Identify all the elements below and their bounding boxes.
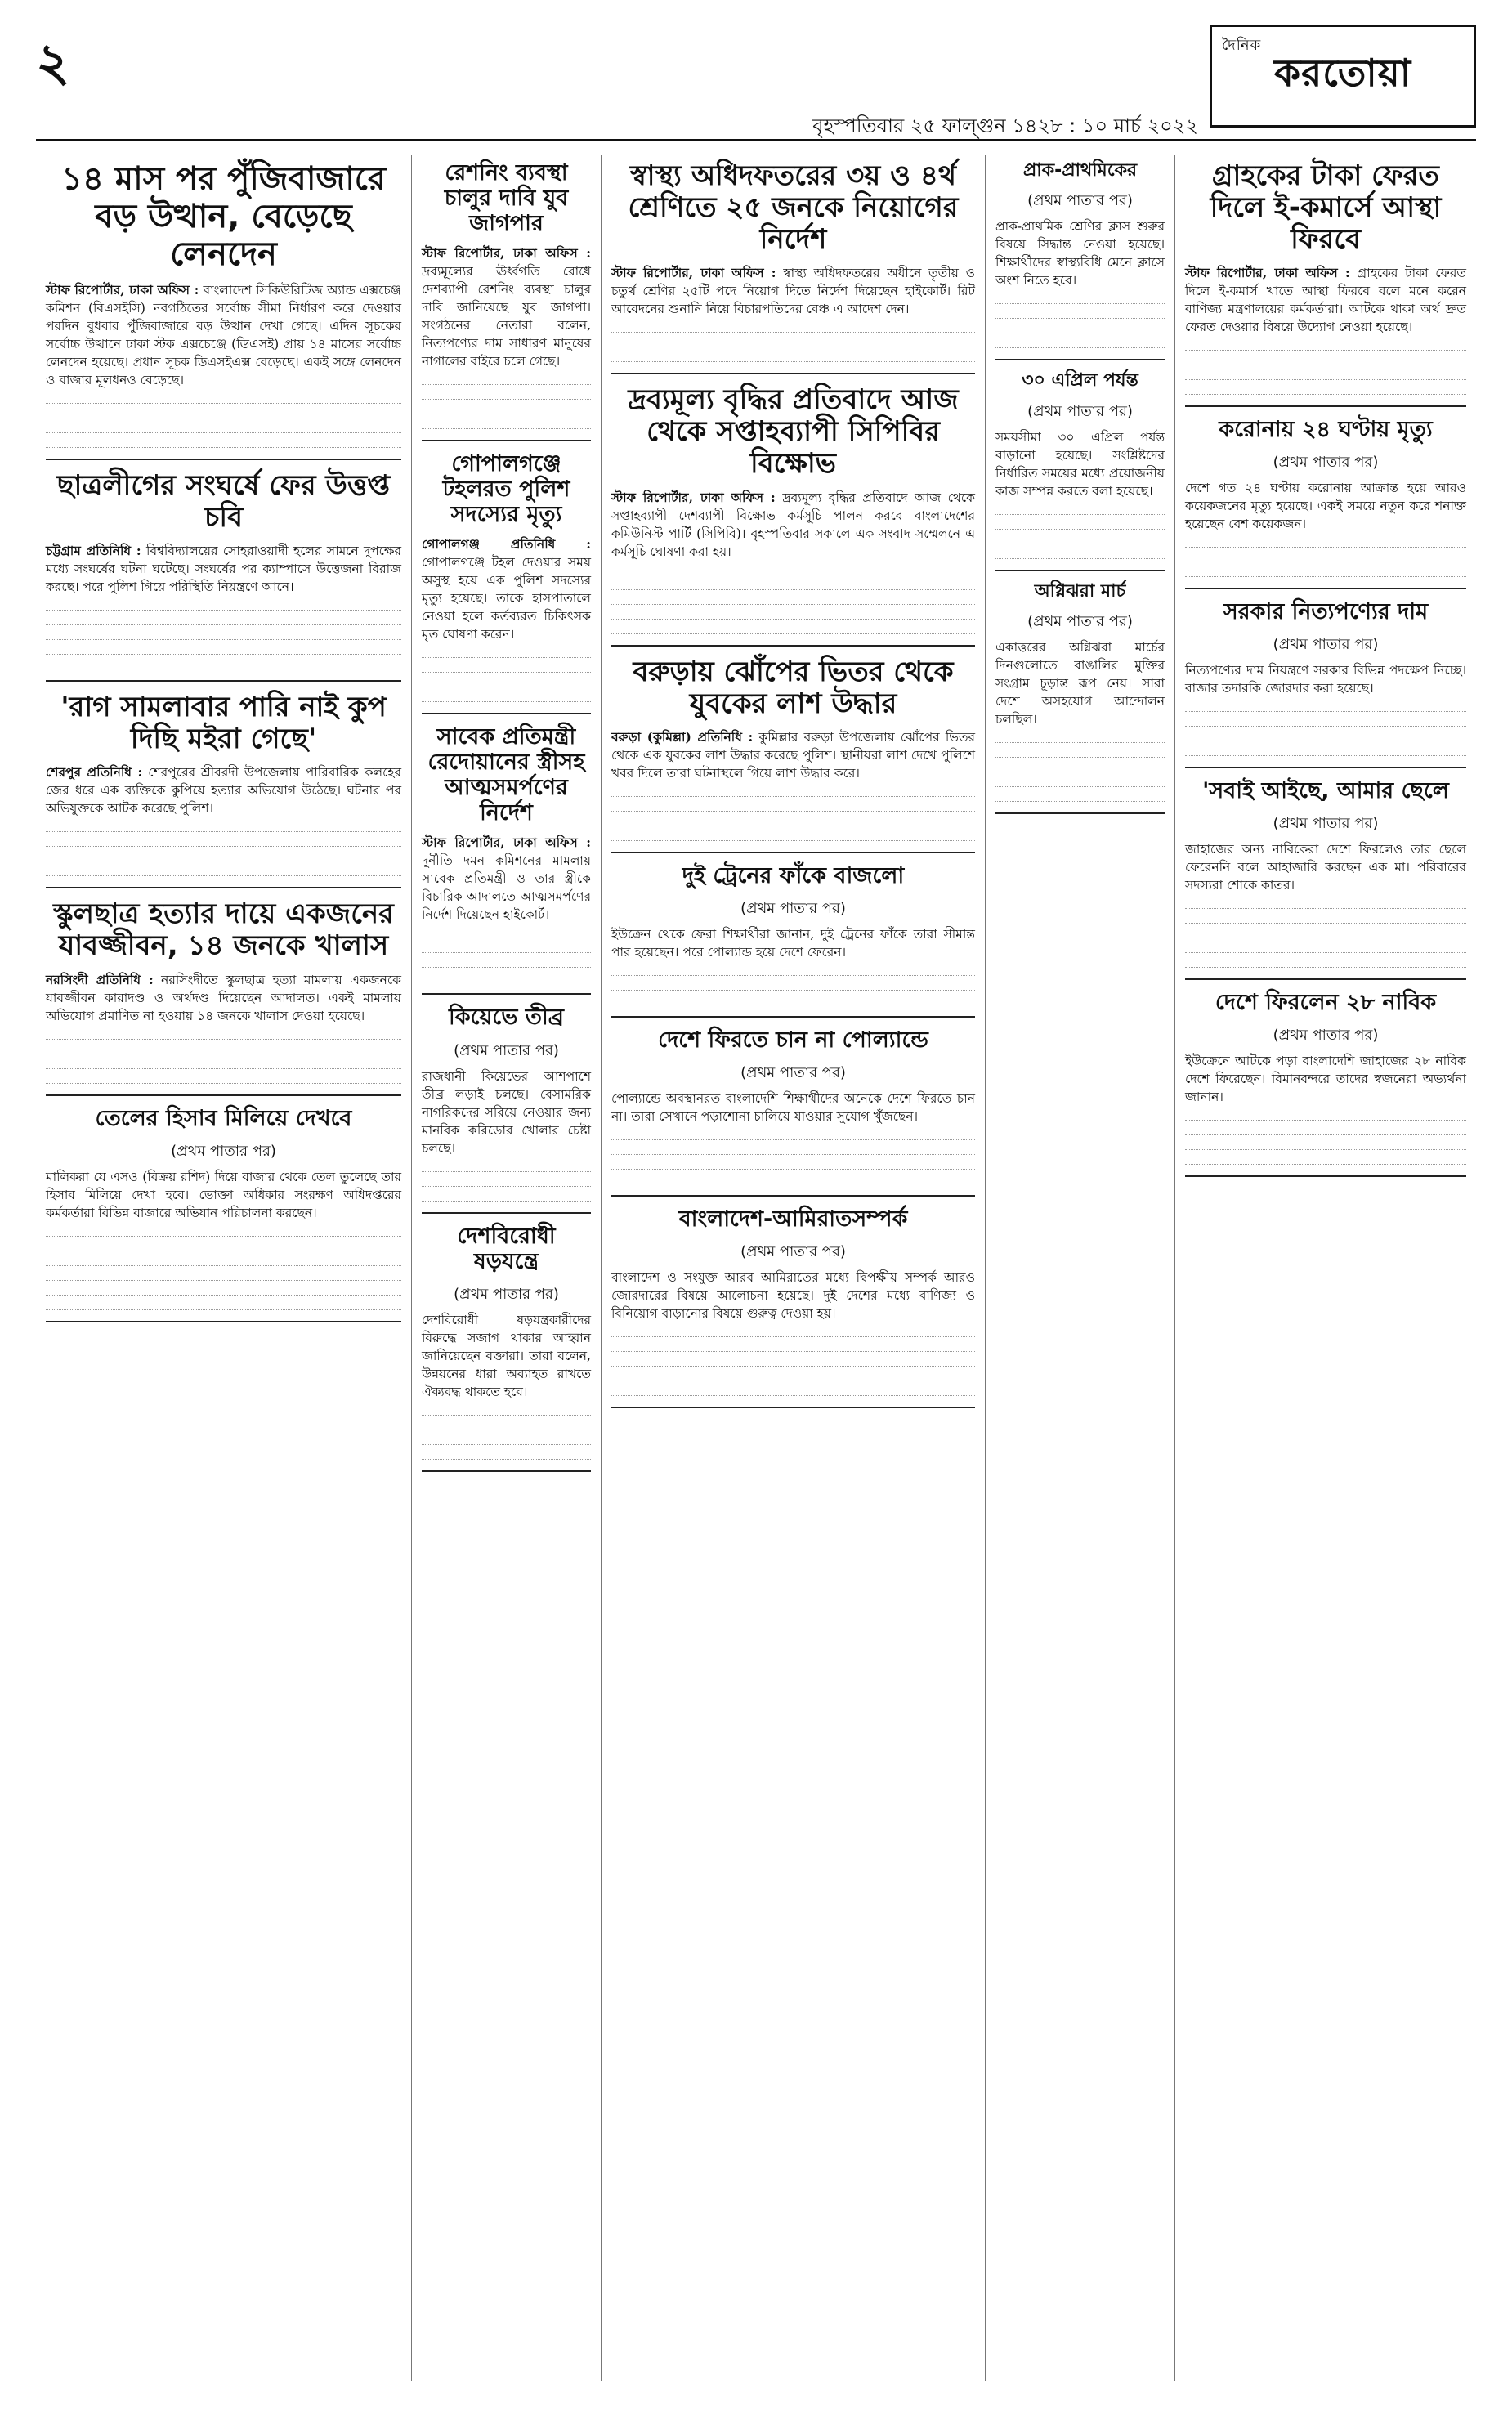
article-text: দুর্নীতি দমন কমিশনের মামলায় সাবেক প্রতিমন্ত্রী ও তার স্ত্রীকে বিচারিক আদালতে আত্মসমর্পণের নির্দেশ দিয়েছেন হাইকোর্ট। bbox=[422, 853, 591, 923]
article-text: স্বাস্থ্য অধিদফতরের অধীনে তৃতীয় ও চতুর্থ শ্রেণির ২৫টি পদে নিয়োগ দিতে নির্দেশ দিয়েছেন হাইকোর্ট। রিট আবেদনের শুনানি নিয়ে বিচারপতিদের বেঞ্চ এ আদেশ দেন। bbox=[611, 266, 976, 317]
continued-from: (প্রথম পাতার পর) bbox=[1273, 636, 1379, 654]
byline: বরুড়া (কুমিল্লা) প্রতিনিধি : bbox=[611, 728, 754, 745]
byline: স্টাফ রিপোর্টার, ঢাকা অফিস : bbox=[611, 265, 776, 281]
continued-from: (প্রথম পাতার পর) bbox=[454, 1285, 559, 1303]
article-former-minister bbox=[422, 724, 591, 995]
headline: স্কুলছাত্র হত্যার দায়ে একজনের যাবজ্জীবন, ১৪ জনকে খালাস bbox=[53, 897, 394, 963]
article-kiyev bbox=[422, 1005, 591, 1213]
article-body bbox=[1185, 264, 1466, 336]
continued-from: (প্রথম পাতার পর) bbox=[1273, 454, 1379, 472]
article-rationing bbox=[422, 160, 591, 441]
article-text: গ্রাহকের টাকা ফেরত দিলে ই-কমার্স খাতে আস্থা ফিরবে বলে মনে করেন বাণিজ্য মন্ত্রণালয়ের কর্মকর্তারা। আটকে থাকা অর্থ দ্রুত ফেরত দেওয়ার বিষয়ে উদ্যোগ নেওয়া হয়েছে। bbox=[1185, 266, 1466, 335]
headline: দেশে ফিরতে চান না পোল্যান্ডে bbox=[658, 1027, 928, 1053]
article-chhatra-league bbox=[46, 470, 401, 682]
article-text: গোপালগঞ্জে টহল দেওয়ার সময় অসুস্থ হয়ে এক পুলিশ সদস্যের মৃত্যু হয়েছে। তাকে হাসপাতালে নেওয়া হলে কর্তব্যরত চিকিৎসক মৃত ঘোষণা করেন। bbox=[422, 555, 591, 642]
page-number: ২ bbox=[36, 33, 70, 93]
headline: বাংলাদেশ-আমিরাতসম্পর্ক bbox=[678, 1206, 908, 1232]
article-text: কুমিল্লার বরুড়া উপজেলায় ঝোঁপের ভিতর থেকে এক যুবকের লাশ উদ্ধার করেছে পুলিশ। স্থানীয়রা লাশ দেখে পুলিশে খবর দিলে তারা ঘটনাস্থলে গিয়ে লাশ উদ্ধার করে। bbox=[611, 729, 975, 781]
continued-from: (প্রথম পাতার পর) bbox=[1027, 192, 1133, 210]
article-text: ইউক্রেন থেকে ফেরা শিক্ষার্থীরা জানান, দুই ট্রেনের ফাঁকে তারা সীমান্ত পার হয়েছেন। পরে পোল্যান্ড হয়ে দেশে ফেরেন। bbox=[611, 926, 975, 960]
article-text: বাংলাদেশ সিকিউরিটিজ অ্যান্ড এক্সচেঞ্জ কমিশন (বিএসইসি) নবগঠিতের সর্বোচ্চ সীমা নির্ধারণ করে দেওয়ার পরদিন বুধবার পুঁজিবাজারে বড় উত্থান দেখা গেছে। এদিন সূচকের সর্বোচ্চ উত্থানে ঢাকা স্টক এক্সচেঞ্জে (ডিএসই) প্রায় ১৪ মাসের সর্বোচ্চ লেনদেন হয়েছে। প্রধান সূচক ডিএসইএক্স বেড়েছে। একই সঙ্গে লেনদেন ও বাজার মূলধনও বেড়েছে। bbox=[46, 283, 401, 387]
article-body bbox=[422, 535, 591, 643]
headline: গোপালগঞ্জে টহলরত পুলিশ সদস্যের মৃত্যু bbox=[442, 451, 570, 528]
headline: সাবেক প্রতিমন্ত্রী রেদোয়ানের স্ত্রীসহ আত্মসমর্পণের নির্দেশ bbox=[427, 724, 585, 826]
article-body bbox=[422, 244, 591, 370]
continued-from: (প্রথম পাতার পর) bbox=[740, 899, 846, 917]
byline: স্টাফ রিপোর্টার, ঢাকা অফিস : bbox=[611, 489, 776, 505]
article-text: ইউক্রেনে আটকে পড়া বাংলাদেশি জাহাজের ২৮ নাবিক দেশে ফিরেছেন। বিমানবন্দরে তাদের স্বজনেরা অভ্যর্থনা জানান। bbox=[1185, 1054, 1466, 1105]
column-4 bbox=[986, 155, 1175, 2381]
article-two-trains bbox=[611, 863, 975, 1018]
dateline: বৃহস্পতিবার ২৫ ফাল্গুন ১৪২৮ : ১০ মার্চ ২০২২ bbox=[812, 114, 1198, 137]
article-rag-samlabar bbox=[46, 691, 401, 888]
byline: নরসিংদী প্রতিনিধি : bbox=[46, 971, 154, 987]
byline: গোপালগঞ্জ প্রতিনিধি : bbox=[422, 536, 591, 553]
article-poland bbox=[611, 1027, 975, 1197]
continued-from: (প্রথম পাতার পর) bbox=[1273, 1027, 1379, 1045]
continued-from: (প্রথম পাতার পর) bbox=[740, 1063, 846, 1081]
headline: দুই ট্রেনের ফাঁকে বাজলো bbox=[682, 862, 905, 888]
continued-from: (প্রথম পাতার পর) bbox=[1027, 402, 1133, 420]
headline: দেশে ফিরলেন ২৮ নাবিক bbox=[1215, 990, 1437, 1016]
byline: স্টাফ রিপোর্টার, ঢাকা অফিস : bbox=[422, 245, 591, 262]
column-1 bbox=[36, 155, 412, 2381]
article-text: মালিকরা যে এসও (বিক্রয় রশিদ) দিয়ে বাজার থেকে তেল তুলেছে তার হিসাব মিলিয়ে দেখা হবে। ভোক্তা অধিকার সংরক্ষণ অধিদপ্তরের কর্মকর্তারা বিভিন্ন বাজারে অভিযান পরিচালনা করছেন। bbox=[46, 1169, 401, 1220]
headline: 'রাগ সামলাবার পারি নাই কুপ দিছি মইরা গেছে' bbox=[60, 691, 387, 756]
continued-from: (প্রথম পাতার পর) bbox=[454, 1041, 559, 1059]
article-conspiracy bbox=[422, 1224, 591, 1472]
article-text: জাহাজের অন্য নাবিকেরা দেশে ফিরলেও তার ছেলে ফেরেননি বলে আহাজারি করছেন এক মা। পরিবারের সদস্যরা শোকে কাতর। bbox=[1185, 842, 1466, 893]
headline: বরুড়ায় ঝোঁপের ভিতর থেকে যুবকের লাশ উদ্ধার bbox=[633, 655, 954, 720]
article-text: একাত্তরের অগ্নিঝরা মার্চের দিনগুলোতে বাঙালির মুক্তির সংগ্রাম চূড়ান্ত রূপ নেয়। সারা দেশে অসহযোগ আন্দোলন চলছিল। bbox=[995, 639, 1165, 727]
article-oil-account bbox=[46, 1106, 401, 1322]
headline: সরকার নিত্যপণ্যের দাম bbox=[1223, 599, 1429, 625]
article-text: শেরপুরের শ্রীবরদী উপজেলায় পারিবারিক কলহের জের ধরে এক ব্যক্তিকে কুপিয়ে হত্যার অভিযোগ উঠেছে। ঘটনার পর অভিযুক্তকে আটক করেছে পুলিশ। bbox=[46, 765, 401, 817]
article-govt-price bbox=[1185, 599, 1466, 768]
article-ecommerce bbox=[1185, 160, 1466, 407]
article-barura bbox=[611, 656, 975, 853]
article-school-student bbox=[46, 898, 401, 1095]
article-text: দ্রব্যমূল্য বৃদ্ধির প্রতিবাদে আজ থেকে সপ্তাহব্যাপী দেশব্যাপী বিক্ষোভ কর্মসূচি পালন করবে বাংলাদেশের কমিউনিস্ট পার্টি (সিপিবি)। বৃহস্পতিবার সকালে এক সংবাদ সম্মেলনে এ কর্মসূচি ঘোষণা করা হয়। bbox=[611, 490, 975, 559]
continued-from: (প্রথম পাতার পর) bbox=[1273, 815, 1379, 833]
logo-small: দৈনিক bbox=[1222, 37, 1262, 54]
byline: স্টাফ রিপোর্টার, ঢাকা অফিস : bbox=[1185, 265, 1350, 281]
article-text: প্রাক-প্রাথমিক শ্রেণির ক্লাস শুরুর বিষয়ে সিদ্ধান্ত নেওয়া হয়েছে। শিক্ষার্থীদের স্বাস্থ্যবিধি মেনে ক্লাসে অংশ নিতে হবে। bbox=[995, 219, 1165, 289]
article-text: রাজধানী কিয়েভের আশপাশে তীব্র লড়াই চলছে। বেসামরিক নাগরিকদের সরিয়ে নেওয়ার জন্য মানবিক করিডোর খোলার চেষ্টা চলছে। bbox=[422, 1068, 591, 1156]
article-capital-market bbox=[46, 160, 401, 460]
article-sailors bbox=[1185, 990, 1466, 1177]
article-pre-primary bbox=[995, 160, 1165, 360]
article-corona bbox=[1185, 417, 1466, 589]
article-body bbox=[611, 264, 975, 318]
logo-text: করতোয়া bbox=[1273, 51, 1412, 95]
column-2 bbox=[412, 155, 602, 2381]
article-body bbox=[46, 763, 401, 817]
headline: তেলের হিসাব মিলিয়ে দেখবে bbox=[95, 1105, 352, 1131]
article-body bbox=[46, 281, 401, 389]
article-text: বিশ্ববিদ্যালয়ের সোহরাওয়ার্দী হলের সামনে দুপক্ষের মধ্যে সংঘর্ষের ঘটনা ঘটেছে। সংঘর্ষের পর ক্যাম্পাসে উত্তেজনা বিরাজ করছে। পরে পুলিশ গিয়ে পরিস্থিতি নিয়ন্ত্রণে আনে। bbox=[46, 544, 401, 595]
headline: প্রাক-প্রাথমিকের bbox=[1022, 160, 1138, 181]
article-text: দ্রব্যমূল্যের ঊর্ধ্বগতি রোধে দেশব্যাপী রেশনিং ব্যবস্থা চালুর দাবি জানিয়েছে যুব জাগপা। সংগঠনের নেতারা বলেন, নিত্যপণ্যের দাম সাধারণ মানুষের নাগালের বাইরে চলে গেছে। bbox=[422, 264, 591, 369]
article-my-son bbox=[1185, 778, 1466, 980]
article-body bbox=[46, 971, 401, 1025]
article-text: সময়সীমা ৩০ এপ্রিল পর্যন্ত বাড়ানো হয়েছে। সংশ্লিষ্টদের নির্ধারিত সময়ের মধ্যে প্রয়োজনীয় কাজ সম্পন্ন করতে বলা হয়েছে। bbox=[995, 429, 1165, 499]
article-text: নিত্যপণ্যের দাম নিয়ন্ত্রণে সরকার বিভিন্ন পদক্ষেপ নিচ্ছে। বাজার তদারকি জোরদার করা হয়েছে। bbox=[1185, 663, 1466, 696]
byline: চট্টগ্রাম প্রতিনিধি : bbox=[46, 543, 141, 559]
headline: স্বাস্থ্য অধিদফতরের ৩য় ও ৪র্থ শ্রেণিতে ২৫ জনকে নিয়োগের নির্দেশ bbox=[628, 159, 959, 257]
article-health-directorate bbox=[611, 160, 975, 374]
article-body bbox=[611, 728, 975, 782]
headline: দেশবিরোধী ষড়যন্ত্রে bbox=[457, 1223, 556, 1274]
article-body bbox=[422, 834, 591, 924]
masthead bbox=[36, 16, 1476, 141]
article-text: পোল্যান্ডে অবস্থানরত বাংলাদেশি শিক্ষার্থীদের অনেকে দেশে ফিরতে চান না। তারা সেখানে পড়াশোনা চালিয়ে যাওয়ার সুযোগ খুঁজছেন। bbox=[611, 1090, 975, 1124]
headline: ১৪ মাস পর পুঁজিবাজারে বড় উত্থান, বেড়েছে লেনদেন bbox=[61, 160, 386, 273]
byline: স্টাফ রিপোর্টার, ঢাকা অফিস : bbox=[46, 282, 199, 298]
headline: ৩০ এপ্রিল পর্যন্ত bbox=[1022, 370, 1138, 392]
headline: 'সবাই আইছে, আমার ছেলে bbox=[1202, 778, 1449, 804]
article-text: দেশে গত ২৪ ঘণ্টায় করোনায় আক্রান্ত হয়ে আরও কয়েকজনের মৃত্যু হয়েছে। একই সময়ে নতুন করে শনাক্ত হয়েছেন বেশ কয়েকজন। bbox=[1185, 481, 1466, 532]
article-bangladesh-uae bbox=[611, 1206, 975, 1408]
continued-from: (প্রথম পাতার পর) bbox=[1027, 612, 1133, 630]
article-text: নরসিংদীতে স্কুলছাত্র হত্যা মামলায় একজনকে যাবজ্জীবন কারাদণ্ড ও অর্থদণ্ড দিয়েছেন আদালত। একই মামলায় অভিযোগ প্রমাণিত না হওয়ায় ১৪ জনকে খালাস দেওয়া হয়েছে। bbox=[46, 972, 401, 1023]
byline: শেরপুর প্রতিনিধি : bbox=[46, 764, 143, 781]
continued-from: (প্রথম পাতার পর) bbox=[740, 1242, 846, 1260]
byline: স্টাফ রিপোর্টার, ঢাকা অফিস : bbox=[422, 835, 591, 851]
article-body bbox=[46, 542, 401, 596]
headline: দ্রব্যমূল্য বৃদ্ধির প্রতিবাদে আজ থেকে সপ্তাহব্যাপী সিপিবির বিক্ষোভ bbox=[628, 383, 959, 481]
headline: ছাত্রলীগের সংঘর্ষে ফের উত্তপ্ত চবি bbox=[56, 469, 391, 535]
article-text: বাংলাদেশ ও সংযুক্ত আরব আমিরাতের মধ্যে দ্বিপক্ষীয় সম্পর্ক আরও জোরদারের বিষয়ে আলোচনা হয়েছে। দুই দেশের মধ্যে বাণিজ্য ও বিনিয়োগ বাড়ানোর বিষয়ে গুরুত্ব দেওয়া হয়। bbox=[611, 1269, 975, 1321]
column-3 bbox=[602, 155, 986, 2381]
headline: অগ্নিঝরা মার্চ bbox=[1034, 580, 1126, 602]
article-gopalganj bbox=[422, 451, 591, 714]
headline: গ্রাহকের টাকা ফেরত দিলে ই-কমার্সে আস্থা ফিরবে bbox=[1210, 159, 1442, 257]
column-5 bbox=[1175, 155, 1476, 2381]
headline: রেশনিং ব্যবস্থা চালুর দাবি যুব জাগপার bbox=[444, 160, 569, 237]
newspaper-logo bbox=[1210, 25, 1476, 128]
article-body bbox=[611, 489, 975, 561]
article-cpb-protest bbox=[611, 384, 975, 646]
article-fire-march bbox=[995, 581, 1165, 814]
headline: কিয়েভে তীব্র bbox=[449, 1005, 564, 1031]
article-april-30 bbox=[995, 370, 1165, 571]
article-text: দেশবিরোধী ষড়যন্ত্রকারীদের বিরুদ্ধে সজাগ থাকার আহ্বান জানিয়েছেন বক্তারা। তারা বলেন, উন্নয়নের ধারা অব্যাহত রাখতে ঐক্যবদ্ধ থাকতে হবে। bbox=[422, 1312, 591, 1399]
headline: করোনায় ২৪ ঘণ্টায় মৃত্যু bbox=[1219, 417, 1433, 443]
continued-from: (প্রথম পাতার পর) bbox=[171, 1142, 276, 1160]
